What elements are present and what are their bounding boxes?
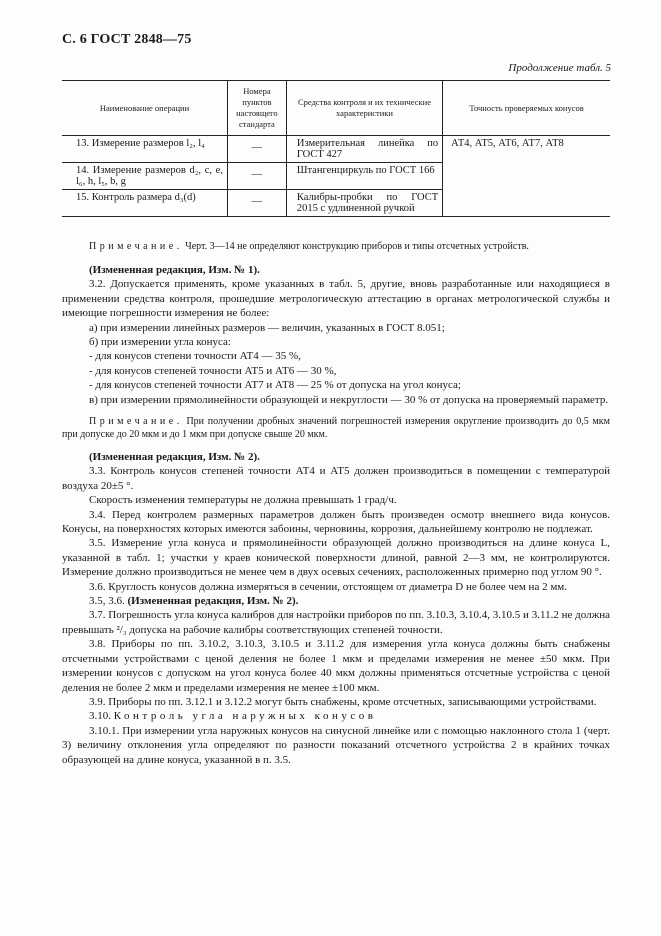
clause-3-10-title: Контроль угла наружных конусов	[113, 710, 377, 723]
note-2	[62, 415, 610, 441]
clause-3-9: 3.9. Приборы по пп. 3.12.1 и 3.12.2 могут быть снабжены, кроме отсчетных, записывающими устройствами.	[89, 695, 597, 708]
table-continuation-label: Продолжение табл. 5	[508, 62, 611, 74]
clause-3-3: 3.3. Контроль конусов степеней точности АТ4 и АТ5 должен производиться в помещении с температурой воздуха 20±5 °.	[62, 465, 610, 492]
cell-number: —	[227, 163, 286, 190]
note-label: Примечание.	[89, 241, 183, 252]
main-text	[62, 263, 610, 407]
note-1	[62, 240, 610, 253]
clause-3-4: 3.4. Перед контролем размерных параметров должен быть произведен осмотр внешнего вида конусов. Конусы, на поверхностях которых имеются забоины, черновины, коррозия, дальнейшему контролю не подлежат.	[62, 508, 610, 536]
clause-3-2-b1: - для конусов степени точности АТ4 — 35 %,	[89, 350, 301, 363]
operations-table	[62, 80, 610, 217]
clause-3-5-3-6-num: 3.5, 3.6.	[89, 595, 125, 608]
clause-3-10-1: 3.10.1. При измерении угла наружных конусов на синусной линейке или с помощью наклонного стола 1 (черт. 3) величину отклонения угла определяют по разности показаний отсчетного устройства 2 в крайних точках образующей на длине конуса, указанной в п. 3.5.	[62, 724, 610, 766]
note-text: При получении дробных значений погрешностей измерения округление производить до 0,5 мкм при допуске до 20 мкм и до 1 мкм при допуске свыше 20 мкм.	[62, 416, 610, 440]
cell-number: —	[227, 190, 286, 217]
clause-3-10-num: 3.10.	[89, 710, 111, 723]
clause-3-2: 3.2. Допускается применять, кроме указанных в табл. 5, другие, вновь разработанные или находящиеся в применении средства контроля, прошедшие метрологическую аттестацию в органах метрологической службы и имеющие погрешности измерения не более:	[62, 278, 610, 320]
cell-means: Штангенциркуль по ГОСТ 166	[286, 163, 442, 190]
clause-3-7: 3.7. Погрешность угла конуса калибров для настройки приборов по пп. 3.10.3, 3.10.4, 3.10.5 и 3.11.2 не должна превышать ²/₃ допуска на рабочие калибры соответствующих степеней точности.	[62, 609, 610, 636]
cell-means: Измерительная линейка по ГОСТ 427	[286, 136, 442, 163]
col-control-means: Средства контроля и их технические характеристики	[286, 81, 442, 136]
cell-accuracy: АТ4, АТ5, АТ6, АТ7, АТ8	[443, 136, 610, 217]
col-clause-numbers: Номера пунктов настоящего стандарта	[227, 81, 286, 136]
clause-3-2-b3: - для конусов степеней точности АТ7 и АТ8 — 25 % от допуска на угол конуса;	[89, 379, 461, 392]
amendment-2b: (Измененная редакция, Изм. № 2).	[127, 595, 299, 608]
clause-3-8: 3.8. Приборы по пп. 3.10.2, 3.10.3, 3.10.5 и 3.11.2 для измерения угла конуса должны быть снабжены отсчетными устройствами с ценой деления не более 1 мкм и пределами измерения не менее ±50 мкм. При измерении конусов с допуском на угол конуса более 40 мкм должны применяться отсчетные устройства с ценой деления не более 2 мкм и пределами измерения не менее ±100 мкм.	[62, 638, 610, 694]
clause-3-5: 3.5. Измерение угла конуса и прямолинейности образующей должно производиться на длине конуса L, указанной в табл. 1; участки у краев конической поверхности длиной, равной 2—3 мм, не контролируются. Измерение должно производиться не менее чем в двух осевых сечениях, расположенных примерно под углом 90 °.	[62, 537, 610, 579]
clause-3-2-c: в) при измерении прямолинейности образующей и некруглости — 30 % от допуска на проверяемый параметр.	[89, 393, 609, 406]
col-accuracy: Точность проверяемых конусов	[443, 81, 610, 136]
cell-number: —	[227, 136, 286, 163]
cell-operation: 13. Измерение размеров l₂, l₄	[62, 136, 227, 163]
note-text: Черт. 3—14 не определяют конструкцию приборов и типы отсчетных устройств.	[185, 241, 529, 252]
clause-3-3-b: Скорость изменения температуры не должна превышать 1 град/ч.	[89, 494, 397, 507]
cell-operation: 14. Измерение размеров d₂, c, e, l₆, h, l₅, b, g	[62, 163, 227, 190]
amendment-2: (Измененная редакция, Изм. № 2).	[89, 451, 260, 463]
main-text-2	[62, 450, 610, 767]
table-row	[62, 136, 610, 163]
clause-3-2-b2: - для конусов степеней точности АТ5 и АТ6 — 30 %,	[89, 364, 337, 377]
amendment-1: (Измененная редакция, Изм. № 1).	[89, 264, 260, 276]
col-operation: Наименование операции	[62, 81, 227, 136]
page-header: С. 6 ГОСТ 2848—75	[62, 32, 192, 47]
note-label: Примечание.	[89, 416, 183, 427]
cell-operation: 15. Контроль размера d₃(d)	[62, 190, 227, 217]
clause-3-6: 3.6. Круглость конусов должна измеряться в сечении, отстоящем от диаметра D не более чем на 2 мм.	[89, 580, 567, 593]
clause-3-2-a: а) при измерении линейных размеров — величин, указанных в ГОСТ 8.051;	[89, 321, 445, 334]
clause-3-2-b: б) при измерении угла конуса:	[89, 336, 231, 349]
cell-means: Калибры-пробки по ГОСТ 2015 с удлиненной ручкой	[286, 190, 442, 217]
